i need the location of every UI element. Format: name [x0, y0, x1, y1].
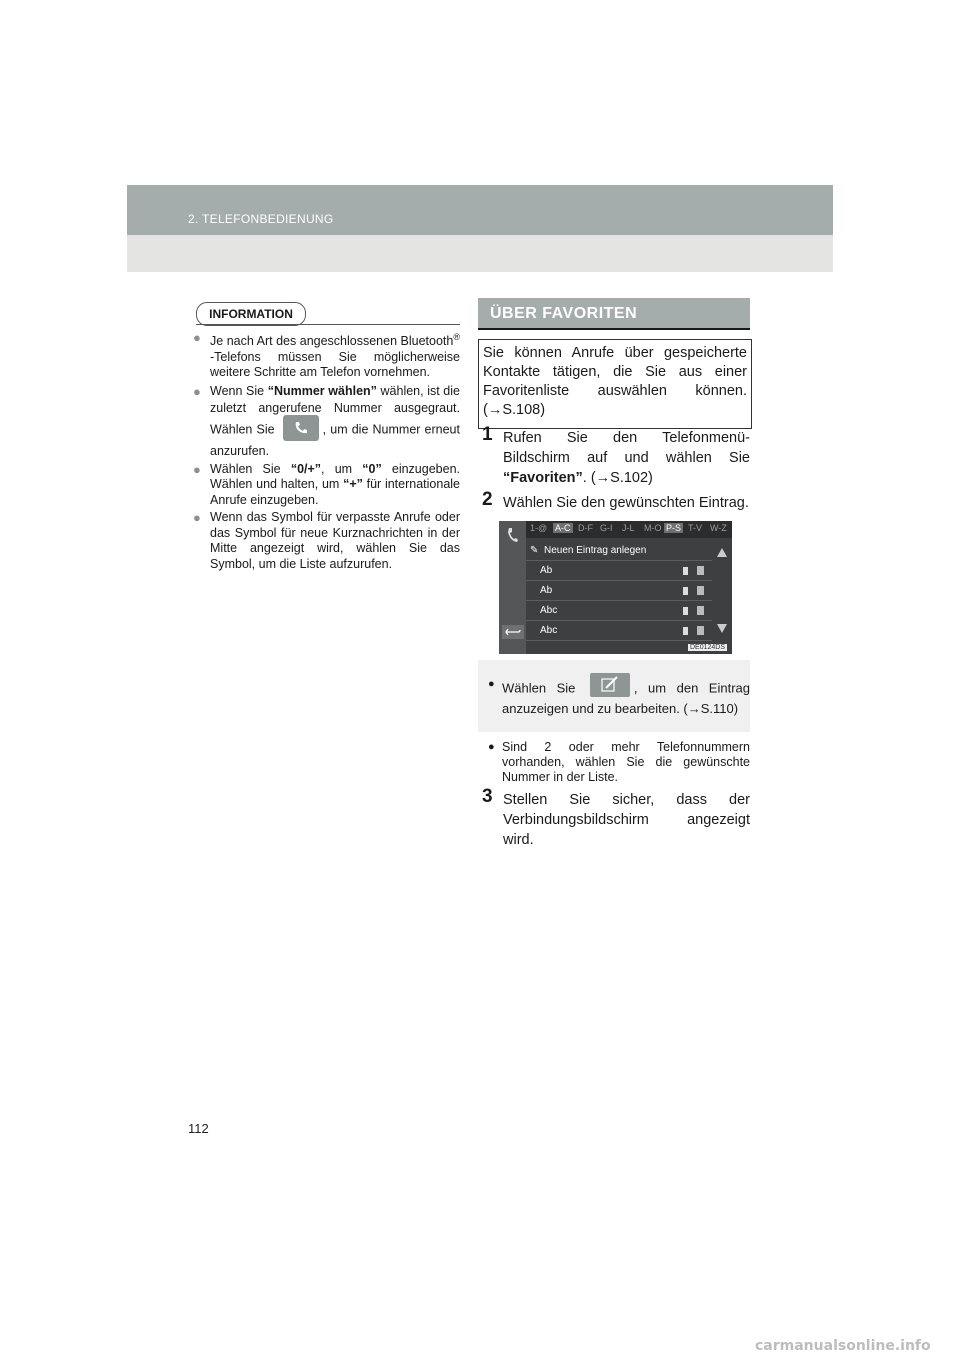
tab-w-z[interactable]: W-Z	[710, 523, 727, 533]
edit-icon[interactable]	[697, 586, 704, 595]
intro-box: Sie können Anrufe über gespeicherte Kontakte tätigen, die Sie aus einer Favoritenliste auswählen können. (→S.108)	[478, 339, 752, 429]
bullet-icon: ●	[193, 383, 201, 399]
phone-icon	[506, 527, 520, 543]
new-entry-row[interactable]: ✎ Neuen Eintrag anlegen	[526, 541, 712, 561]
info-title: INFORMATION	[196, 302, 306, 326]
info-item: ● Wenn das Symbol für verpasste Anrufe oder das Symbol für neue Kurznachrichten in der Mitte angezeigt wird, wählen Sie das Symbol, um die Liste aufzurufen.	[193, 510, 460, 571]
list-item[interactable]: Ab	[526, 581, 712, 601]
favorites-screen	[499, 521, 732, 654]
heading-rule	[478, 328, 750, 330]
tab-g-i[interactable]: G-I	[600, 523, 613, 533]
bullet-icon: ●	[193, 510, 201, 526]
edit-icon	[590, 673, 630, 697]
step-3: 3 Stellen Sie sicher, dass der Verbindungsbildschirm angezeigt wird.	[482, 786, 750, 848]
edit-icon[interactable]	[697, 626, 704, 635]
tab-p-s[interactable]: P-S	[666, 523, 682, 533]
mobile-icon	[683, 587, 688, 595]
note-multiple-numbers: ● Sind 2 oder mehr Telefonnummern vorhanden, wählen Sie die gewünschte Nummer in der Liste.	[488, 740, 750, 784]
page-number: 112	[188, 1121, 209, 1136]
scroll-down-icon[interactable]	[717, 624, 727, 633]
edit-icon[interactable]	[697, 606, 704, 615]
tab-1[interactable]: 1-@	[530, 523, 548, 533]
section-heading: ÜBER FAVORITEN	[478, 298, 750, 328]
header-subband	[127, 235, 833, 272]
back-icon[interactable]	[502, 625, 524, 639]
bullet-icon: ●	[488, 741, 495, 753]
tab-a-c[interactable]: A-C	[555, 523, 571, 533]
tab-m-o[interactable]: M-O	[644, 523, 662, 533]
list-item[interactable]: Abc	[526, 601, 712, 621]
scroll-up-icon[interactable]	[717, 548, 727, 557]
header-band	[127, 185, 833, 235]
edit-icon[interactable]	[697, 566, 704, 575]
mobile-icon	[683, 607, 688, 615]
screen-sidebar	[499, 521, 526, 654]
info-item: ● Je nach Art des angeschlossenen Bluetooth® -Telefons müssen Sie möglicherweise weitere Schritte am Telefon vornehmen.	[193, 330, 460, 380]
phone-call-icon	[283, 415, 319, 441]
watermark: carmanualsonline.info	[755, 1338, 931, 1354]
list-item[interactable]: Abc	[526, 621, 712, 641]
step-2: 2 Wählen Sie den gewünschten Eintrag.	[482, 489, 749, 511]
info-item: ● Wählen Sie “0/+”, um “0” einzugeben. Wählen und halten, um “+” für internationale Anrufe einzugeben.	[193, 461, 460, 507]
alphabet-tabs	[526, 521, 732, 538]
list-item[interactable]: Ab	[526, 561, 712, 581]
info-item: ● Wenn Sie “Nummer wählen” wählen, ist die zuletzt angerufene Nummer ausgegraut. Wählen Sie , um die Nummer erneut anzurufen.	[193, 383, 460, 458]
tab-d-f[interactable]: D-F	[578, 523, 593, 533]
note-edit: ● Wählen Sie , um den Eintrag anzuzeigen und zu bearbeiten. (→S.110)	[488, 677, 750, 716]
mobile-icon	[683, 627, 688, 635]
figure-code: DE0124DS	[690, 644, 726, 651]
tab-t-v[interactable]: T-V	[688, 523, 703, 533]
tab-j-l[interactable]: J-L	[622, 523, 635, 533]
bullet-icon: ●	[488, 678, 495, 690]
bullet-icon: ●	[193, 461, 201, 477]
info-divider	[196, 324, 460, 325]
info-list	[193, 330, 460, 574]
bullet-icon: ●	[193, 330, 201, 345]
mobile-icon	[683, 567, 688, 575]
section-title: 2. TELEFONBEDIENUNG	[188, 212, 334, 226]
step-1: 1 Rufen Sie den Telefonmenü-Bildschirm auf und wählen Sie “Favoriten”. (→S.102)	[482, 424, 750, 486]
